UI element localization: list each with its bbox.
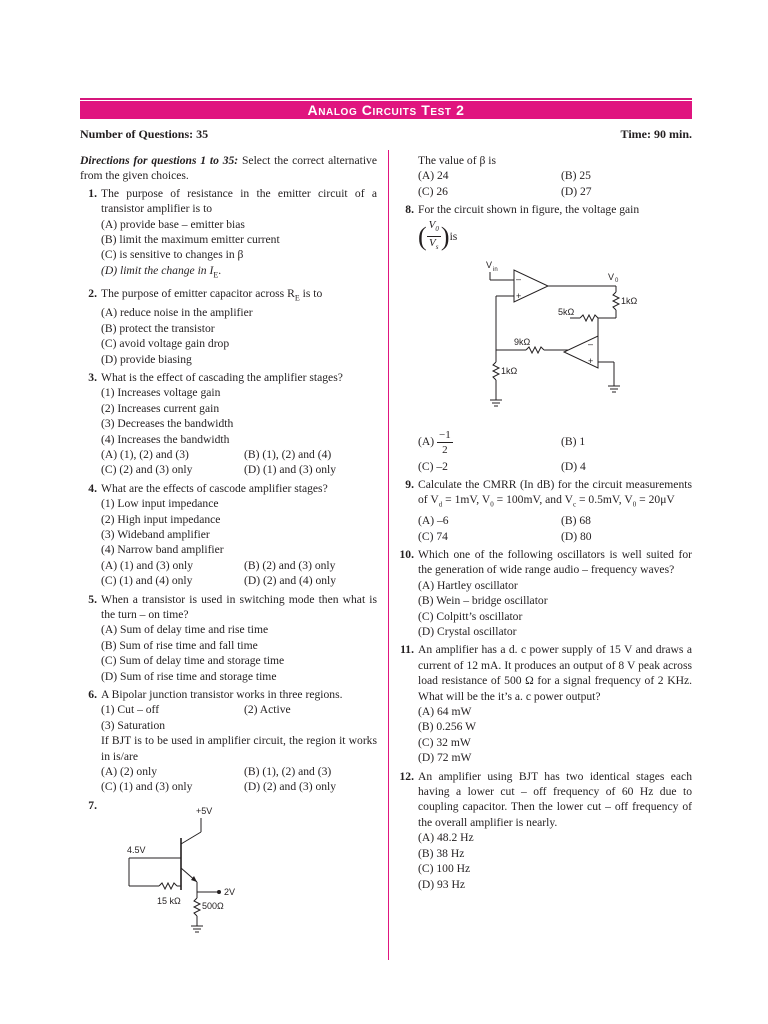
option: (B) 0.256 W	[418, 720, 477, 734]
option: (B) 68	[561, 514, 591, 528]
option: (D) (2) and (4) only	[244, 574, 337, 588]
option: (A) (2) only	[101, 765, 158, 779]
question-9: 9. Calculate the CMRR (In dB) for the circuit measurements of $V_d = 1mV$, $V_0 = 100mV$, and $V_c = 0.5mV$, $V_0 = 20\mu V$ (A) –6 (B) 68 (C) 74 (D) 80	[405, 478, 692, 543]
figure-label: 9kΩ	[514, 336, 531, 347]
page-title: Analog Circuits Test 2	[80, 101, 692, 119]
option: (D) (1) and (3) only	[244, 463, 337, 477]
top-rule	[80, 98, 692, 100]
option: (C) is sensitive to changes in β	[101, 248, 244, 262]
list-item: (2) Active	[244, 703, 291, 717]
option: (B) protect the transistor	[101, 321, 215, 335]
list-item: (3) Decreases the bandwidth	[101, 417, 234, 431]
option: (C) (1) and (3) only	[101, 780, 193, 794]
list-item: (1) Cut – off	[101, 703, 160, 717]
option: (B) (1), (2) and (3)	[244, 765, 332, 779]
question-7: 7. +5V 4.5V 2V 15 kΩ 500Ω	[80, 798, 377, 946]
option: (B) limit the maximum emitter current	[101, 233, 280, 247]
question-8: 8. For the circuit shown in figure, the voltage gain ( $\frac{V_0}{V_s}$ ) is V in – + V 0 1kΩ 5kΩ 9kΩ – + 1kΩ (A) $\frac{-1}{2}$ (B) 1 (C) –2 (D) 4	[397, 202, 692, 474]
figure-label: 1kΩ	[501, 365, 518, 376]
option: (C) Colpitt’s oscillator	[418, 609, 523, 623]
option: (D) Sum of rise time and storage time	[101, 669, 277, 683]
option: (A) 24	[418, 169, 449, 183]
question-4: 4. What are the effects of cascode amplifier stages? (1) Low input impedance (2) High input impedance (3) Wideband amplifier (4) Narrow band amplifier (A) (1) and (3) only (B) (2) and (3) only (C) (1) and (4) only (D) (2) and (4) only	[80, 481, 377, 589]
question-12: 12. An amplifier using BJT has two identical stages each having a lower cut – off frequency of 60 Hz due to coupling capacitor. Then the lower cut – off frequency of the overall amplifier is nearly. (A) 48.2 Hz (B) 38 Hz (C) 100 Hz (D) 93 Hz	[399, 769, 692, 891]
question-6: 6. A Bipolar junction transistor works in three regions. (1) Cut – off (2) Active (3) Saturation If BJT is to be used in amplifier circuit, the region it works in is/are (A) (2) only (B) (1), (2) and (3) (C) (1) and (3) only (D) (2) and (3) only	[88, 688, 377, 794]
option: (A) Sum of delay time and rise time	[101, 623, 269, 637]
list-item: (2) High input impedance	[101, 512, 221, 526]
option: (C) 100 Hz	[418, 862, 471, 876]
figure-label: 15 kΩ	[157, 895, 181, 906]
question-2: 2. The purpose of emitter capacitor across $R_E$ is to (A) reduce noise in the amplifier (B) protect the transistor (C) avoid voltage gain drop (D) provide biasing	[80, 286, 377, 367]
option: (B) Sum of rise time and fall time	[101, 638, 258, 652]
option: (C) (2) and (3) only	[101, 463, 193, 477]
option: (B) Wein – bridge oscillator	[418, 594, 548, 608]
figure-label: 5kΩ	[558, 306, 575, 317]
option: (D) 4	[561, 459, 586, 473]
question-11: 11. An amplifier has a d. c power supply of 15 V and draws a current of 12 mA. It produces an output of 8 V peak across load resistance of 500 Ω for a signal frequency of 2 KHz. What will be the it’s a. c power output? (A) 64 mW (B) 0.256 W (C) 32 mW (D) 72 mW	[400, 643, 692, 765]
figure-label: 0	[615, 277, 619, 284]
column-divider	[388, 150, 389, 960]
option: (A) 64 mW	[418, 705, 472, 719]
figure-label: –	[516, 273, 522, 284]
option: (A) 48.2 Hz	[418, 831, 474, 845]
option: (D) provide biasing	[101, 352, 192, 366]
option: (C) avoid voltage gain drop	[101, 337, 230, 351]
option: (A) Hartley oscillator	[418, 578, 518, 592]
right-column	[397, 153, 692, 895]
figure-label: +	[516, 290, 522, 301]
option: (C) 26	[418, 184, 448, 198]
question-5: 5. When a transistor is used in switching mode then what is the turn – on time? (A) Sum of delay time and rise time (B) Sum of rise time and fall time (C) Sum of delay time and storage time (D) Sum of rise time and storage time	[88, 592, 377, 683]
time-limit: Time: 90 min.	[620, 127, 692, 141]
option: (B) 25	[561, 169, 591, 183]
option: (A) –6	[418, 514, 449, 528]
opamp-circuit-figure	[418, 256, 648, 426]
question-10: 10. Which one of the following oscillators is well suited for the generation of wide range audio – frequency waves? (A) Hartley oscillator (B) Wein – bridge oscillator (C) Colpitt’s oscillator (D) Crystal oscillator	[399, 547, 692, 638]
list-item: (2) Increases current gain	[101, 401, 220, 415]
list-item: (3) Saturation	[101, 718, 166, 732]
option: (D) limit the change in $I_E$.	[101, 263, 222, 280]
figure-label: 500Ω	[202, 900, 224, 911]
option: (A) $\frac{-1}{2}$	[418, 428, 451, 456]
figure-label: 4.5V	[127, 844, 146, 855]
figure-label: V	[486, 259, 493, 270]
option: (C) (1) and (4) only	[101, 574, 193, 588]
directions: Directions for questions 1 to 35: Select the correct alternative from the given choices.	[80, 154, 377, 183]
option: (B) 38 Hz	[418, 846, 465, 860]
figure-label: 2V	[224, 886, 236, 897]
option: (C) 32 mW	[418, 735, 471, 749]
option: (B) (1), (2) and (4)	[244, 447, 332, 461]
option: (B) 1	[561, 435, 586, 449]
option: (D) Crystal oscillator	[418, 625, 517, 638]
question-count: Number of Questions: 35	[80, 127, 209, 141]
option: (C) –2	[418, 459, 448, 473]
option: (D) 93 Hz	[418, 877, 466, 891]
option: (A) reduce noise in the amplifier	[101, 306, 253, 320]
list-item: (3) Wideband amplifier	[101, 527, 210, 541]
question-1: 1. The purpose of resistance in the emitter circuit of a transistor amplifier is to (A) provide base – emitter bias (B) limit the maximum emitter current (C) is sensitive to changes in β (D) limit the change in $I_E$.	[80, 186, 377, 283]
figure-label: V	[608, 271, 615, 282]
list-item: (1) Low input impedance	[101, 497, 219, 511]
list-item: (4) Increases the bandwidth	[101, 432, 230, 446]
transistor-circuit-figure	[101, 798, 251, 946]
figure-label: +	[588, 355, 594, 366]
question-3: 3. What is the effect of cascading the amplifier stages? (1) Increases voltage gain (2) Increases current gain (3) Decreases the bandwidth (4) Increases the bandwidth (A) (1), (2) and (3) (B) (1), (2) and (4) (C) (2) and (3) only (D) (1) and (3) only	[80, 370, 377, 478]
left-column	[80, 153, 377, 949]
option: (A) (1), (2) and (3)	[101, 447, 189, 461]
list-item: (4) Narrow band amplifier	[101, 543, 224, 557]
question-7-continued: The value of β is (A) 24 (B) 25 (C) 26 (D) 27	[418, 154, 592, 198]
list-item: (1) Increases voltage gain	[101, 386, 221, 400]
option: (D) 27	[561, 184, 592, 198]
figure-label: +5V	[196, 805, 213, 816]
option: (A) (1) and (3) only	[101, 558, 194, 572]
option: (C) 74	[418, 529, 448, 543]
option: (A) provide base – emitter bias	[101, 217, 245, 231]
option: (B) (2) and (3) only	[244, 558, 336, 572]
figure-label: in	[493, 266, 498, 273]
option: (D) (2) and (3) only	[244, 780, 337, 794]
option: (D) 80	[561, 529, 592, 543]
figure-label: –	[588, 338, 594, 349]
option: (C) Sum of delay time and storage time	[101, 654, 285, 668]
figure-label: 1kΩ	[621, 295, 638, 306]
option: (D) 72 mW	[418, 751, 472, 765]
